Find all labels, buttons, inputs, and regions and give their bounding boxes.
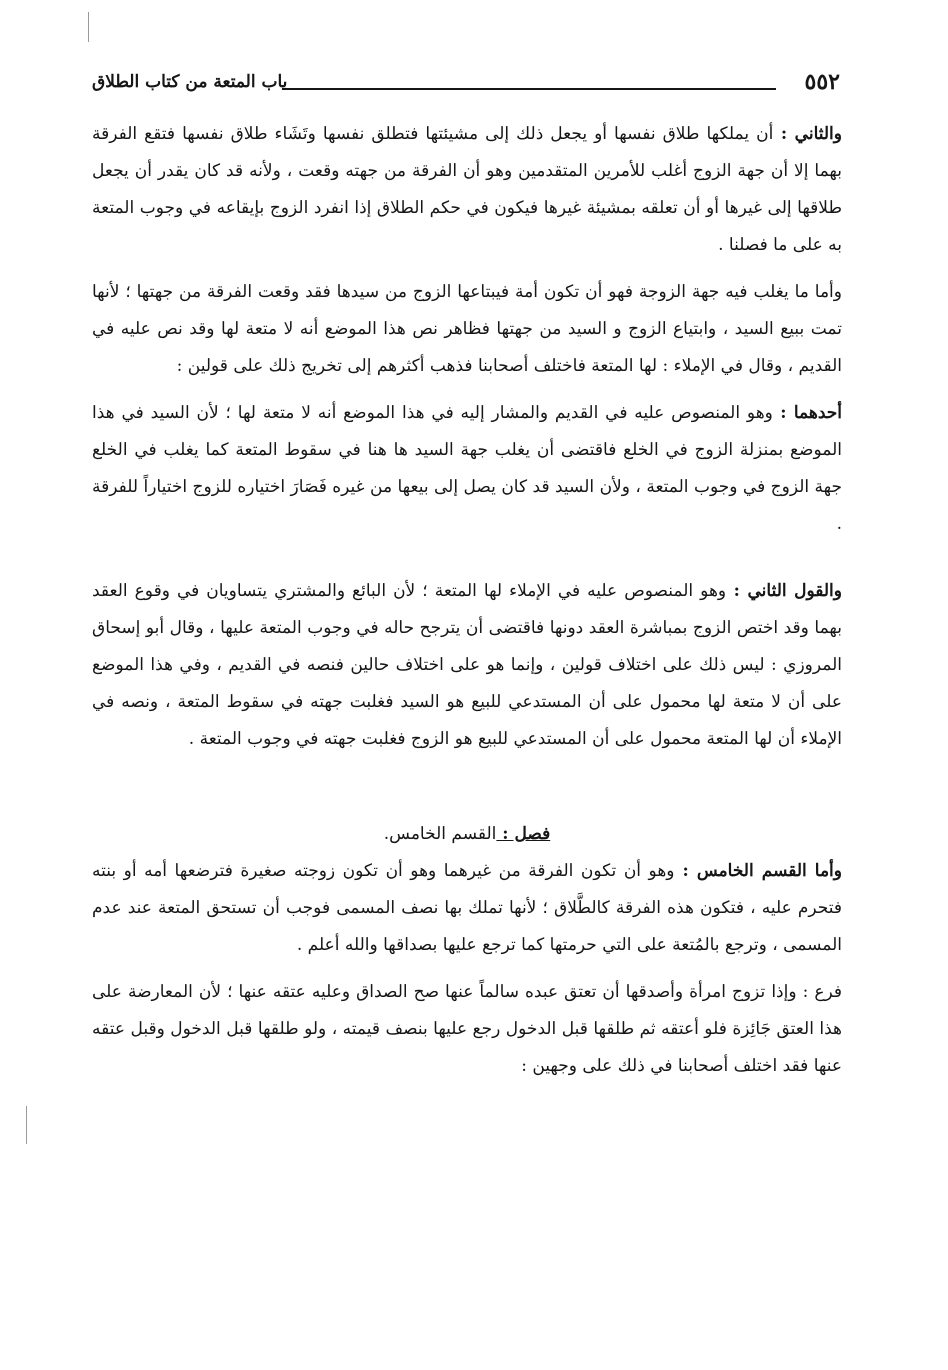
page-header: [92, 62, 840, 102]
paragraph-fifth-category: [92, 853, 842, 964]
page-body: [92, 116, 842, 1085]
paragraph-wife-side: [92, 274, 842, 385]
page-number: ٥٥٢: [804, 69, 840, 95]
paragraph-lead: وأما القسم الخامس :: [674, 861, 842, 881]
paragraph-text: وهو المنصوص عليه في الإملاء لها المتعة ؛ لأن البائع والمشتري يتساويان في وقوع العقد بهما وقد اختص الزوج بمباشرة العقد دونها فاقتضى أن يترجح حاله في وجوب المتعة عليها ، وقال أبو إسحاق المروزي : ليس ذلك على اختلاف قولين ، وإنما هو على اختلاف حالين فنصه في القديم ، وفي هذا الموضع على أن لا متعة لها محمول على أن المستدعي للبيع هو السيد فغلبت جهته في سقوط المتعة ، ونصه في الإملاء أن لها المتعة محمول على أن المستدعي للبيع هو الزوج فغلبت جهته في وجوب المتعة .: [92, 581, 842, 749]
paragraph-lead: أحدهما :: [772, 403, 842, 423]
paragraph-branch: [92, 974, 842, 1085]
header-rule: [282, 88, 776, 90]
paragraph-second-opinion: [92, 573, 842, 758]
scan-edge-mark-middle: [26, 1106, 27, 1144]
paragraph-second-case: [92, 116, 842, 264]
paragraph-text: وهو المنصوص عليه في القديم والمشار إليه في هذا الموضع أنه لا متعة لها ؛ لأن السيد في هذا الموضع بمنزلة الزوج في الخلع فاقتضى أن يغلب جهة السيد ها هنا في سقوط المتعة كما يغلب في الخلع جهة الزوج في وجوب المتعة ، ولأن السيد قد كان يصل إلى بيعها من غيره فَصَارَ اختياره للزوج اختياراً للفرقة .: [92, 403, 842, 534]
paragraph-lead: والثاني :: [773, 124, 842, 144]
paragraph-text: فرع : وإذا تزوج امرأة وأصدقها أن تعتق عبده سالماً عنها صح الصداق وعليه عتقه عنها ؛ لأن المعارضة على هذا العتق جَائِزة فلو أعتقه ثم طلقها قبل الدخول رجع عليها بنصف قيمته ، ولو طلقها قبل الدخول وقبل عتقه عنها فقد اختلف أصحابنا في ذلك على وجهين :: [92, 982, 842, 1076]
paragraph-first-opinion: [92, 395, 842, 543]
paragraph-text: أن يملكها طلاق نفسها أو يجعل ذلك إلى مشيئتها فتطلق نفسها وتَشَاء طلاق نفسها فتقع الفرقة بهما إلا أن جهة الزوج أغلب للأمرين المتقدمين وهو أن الفرقة من جهته وقعت ، ولأنه قد كان يقدر أن يجعل طلاقها إلى غيرها أو أن تعلقه بمشيئة غيرها فيكون في حكم الطلاق إذا انفرد الزوج بإيقاعه في وجوب المتعة به على ما فصلنا .: [92, 124, 842, 255]
paragraph-text: وهو أن تكون الفرقة من غيرهما وهو أن تكون زوجته صغيرة فترضعها أمه أو بنته فتحرم عليه ، فتكون هذه الفرقة كالطَّلاق ؛ لأنها تملك بها نصف المسمى فوجب أن تستحق المتعة عند عدم المسمى ، وترجع بالمُتعة على التي حرمتها كما ترجع عليها بصداقها والله أعلم .: [92, 861, 842, 955]
chapter-title: باب المتعة من كتاب الطلاق: [92, 72, 288, 92]
scan-edge-mark-top: [88, 12, 89, 42]
section-heading: [92, 816, 842, 853]
section-title: القسم الخامس.: [383, 824, 497, 844]
section-label: فصل :: [496, 824, 551, 844]
paragraph-text: وأما ما يغلب فيه جهة الزوجة فهو أن تكون أمة فيبتاعها الزوج من سيدها فقد وقعت الفرقة من جهتها ؛ لأنها تمت ببيع السيد ، وابتياع الزوج و السيد من جهتها فظاهر نص هذا الموضع أنه لا متعة لها وقد نص عليه في القديم ، وقال في الإملاء : لها المتعة فاختلف أصحابنا فذهب أكثرهم إلى تخريج ذلك على قولين :: [92, 282, 842, 376]
paragraph-lead: والقول الثاني :: [726, 581, 842, 601]
